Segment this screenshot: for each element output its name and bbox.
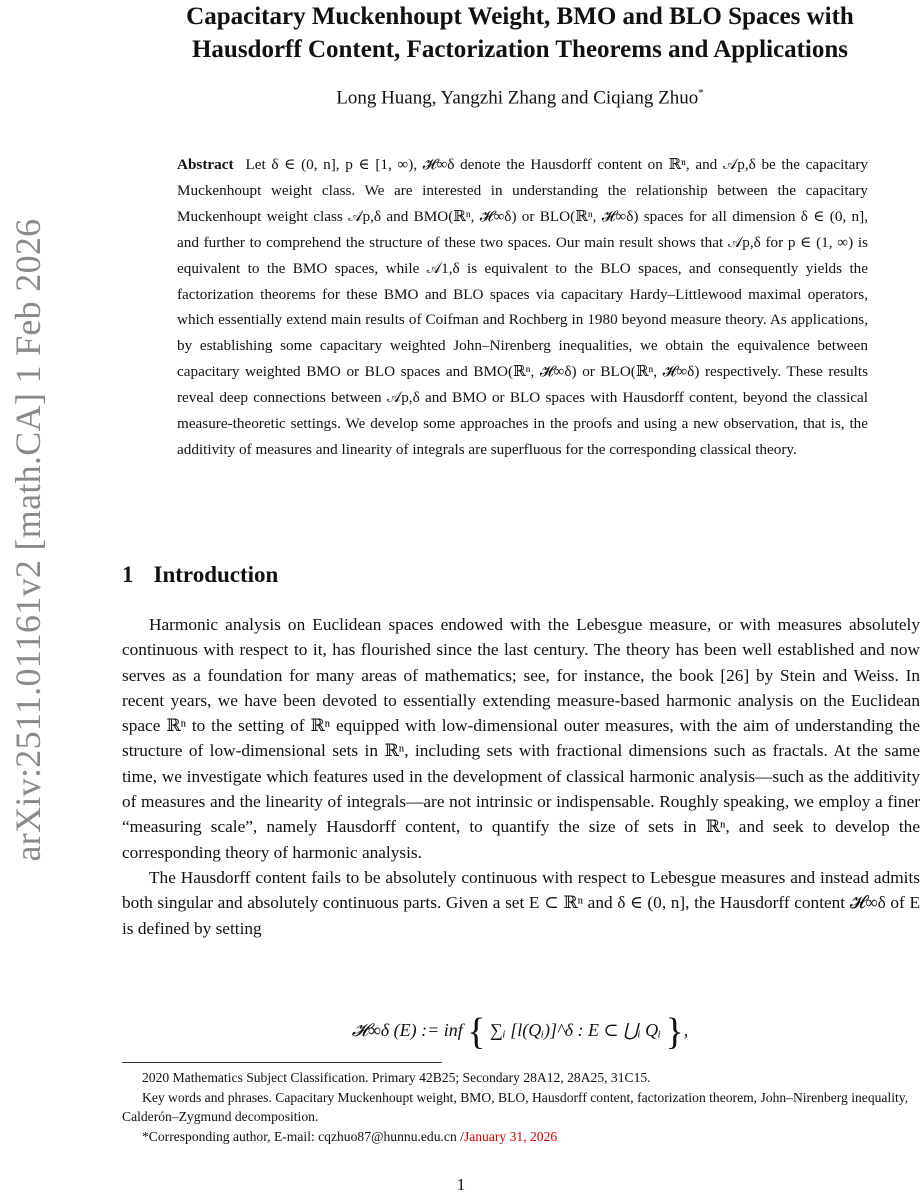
page-number: 1	[456, 1175, 466, 1194]
right-brace: }	[665, 1011, 684, 1053]
corresponding-mark: *	[698, 87, 704, 99]
intro-paragraph-2: The Hausdorff content fails to be absolutely continuous with respect to Lebesgue measures and instead admits both singular and absolutely continuous parts. Given a set E ⊂ ℝⁿ and δ ∈ (0, n], the Hausdorff content 𝓗∞δ of E is defined by setting	[122, 867, 920, 938]
abstract	[177, 152, 868, 463]
paper-title	[120, 0, 920, 66]
abstract-text: Let δ ∈ (0, n], p ∈ [1, ∞), 𝓗∞δ denote the Hausdorff content on ℝⁿ, and 𝒜p,δ be the capacitary Muckenhoupt weight class. We are interested in understanding the relationship between the capacitary Muckenhoupt weight class 𝒜p,δ and BMO(ℝⁿ, 𝓗∞δ) or BLO(ℝⁿ, 𝓗∞δ) spaces for all dimension δ ∈ (0, n], and further to comprehend the structure of these two spaces. Our main result shows that 𝒜p,δ for p ∈ (1, ∞) is equivalent to the BMO spaces, while 𝒜1,δ is equivalent to the BLO spaces, and consequently yields the factorization theorems for these BMO and BLO spaces via capacitary Hardy–Littlewood maximal operators, which essentially extend main results of Coifman and Rochberg in 1980 beyond measure theory. As applications, by establishing some capacitary weighted John–Nirenberg inequalities, we obtain the equivalence between capacitary weighted BMO or BLO spaces and BMO(ℝⁿ, 𝓗∞δ) or BLO(ℝⁿ, 𝓗∞δ) respectively. These results reveal deep connections between 𝒜p,δ and BMO or BLO spaces with Hausdorff content, beyond the classical measure-theoretic settings. We develop some approaches in the proofs and using a new observation, that is, the additivity of measures and linearity of integrals are superfluous for the corresponding classical theory.	[177, 156, 868, 458]
author-names: Long Huang, Yangzhi Zhang and Ciqiang Zhuo	[336, 87, 699, 109]
section-title: Introduction	[153, 562, 279, 587]
title-line-1: Capacitary Muckenhoupt Weight, BMO and BLO Spaces with	[186, 3, 854, 30]
footnote-msc: 2020 Mathematics Subject Classification. Primary 42B25; Secondary 28A12, 28A25, 31C15.	[142, 1070, 651, 1085]
footnote-keywords: Key words and phrases. Capacitary Muckenhoupt weight, BMO, BLO, Hausdorff content, factorization theorem, John–Nirenberg inequality, Calderón–Zygmund decomposition.	[122, 1089, 909, 1125]
arxiv-stamp[interactable]: arXiv:2511.01161v2 [math.CA] 1 Feb 2026	[8, 218, 48, 862]
footnote-corresponding	[122, 1127, 920, 1147]
footnotes	[122, 1068, 920, 1147]
intro-paragraph-1: Harmonic analysis on Euclidean spaces endowed with the Lebesgue measure, or with measures absolutely continuous with respect to it, has flourished since the last century. The theory has been well established and now serves as a foundation for many areas of mathematics; see, for instance, the book [26] by Stein and Weiss. In recent years, we have been devoted to essentially extending measure-based harmonic analysis on the Euclidean space ℝⁿ to the setting of ℝⁿ equipped with low-dimensional outer measures, with the aim of understanding the structure of low-dimensional sets in ℝⁿ, including sets with fractional dimensions such as fractals. At the same time, we investigate which features used in the development of classical harmonic analysis—such as the additivity of measures and the linearity of integrals—are not intrinsic or indispensable. Roughly speaking, we employ a finer “measuring scale”, namely Hausdorff content, to quantify the size of sets in ℝⁿ, and seek to develop the corresponding theory of harmonic analysis.	[122, 615, 920, 862]
left-brace: {	[467, 1011, 486, 1053]
abstract-label: Abstract	[177, 156, 234, 173]
footnote-date: January 31, 2026	[463, 1129, 558, 1145]
equation-body: ∑ᵢ [l(Qᵢ)]^δ : E ⊂ ⋃ᵢ Qᵢ	[490, 1020, 662, 1041]
footnote-rule	[122, 1062, 442, 1063]
arxiv-stamp-margin	[0, 0, 50, 1200]
authors	[120, 87, 920, 109]
footnote-email[interactable]: *Corresponding author, E-mail: cqzhuo87@hunnu.edu.cn /	[142, 1129, 464, 1145]
hausdorff-content-equation	[120, 1010, 920, 1054]
section-number: 1	[122, 562, 134, 587]
section-heading	[122, 562, 278, 588]
equation-end: ,	[683, 1020, 689, 1041]
title-line-2: Hausdorff Content, Factorization Theorems and Applications	[191, 36, 849, 63]
equation-lhs: 𝓗∞δ (E) := inf	[351, 1020, 463, 1041]
introduction-body	[122, 612, 920, 941]
